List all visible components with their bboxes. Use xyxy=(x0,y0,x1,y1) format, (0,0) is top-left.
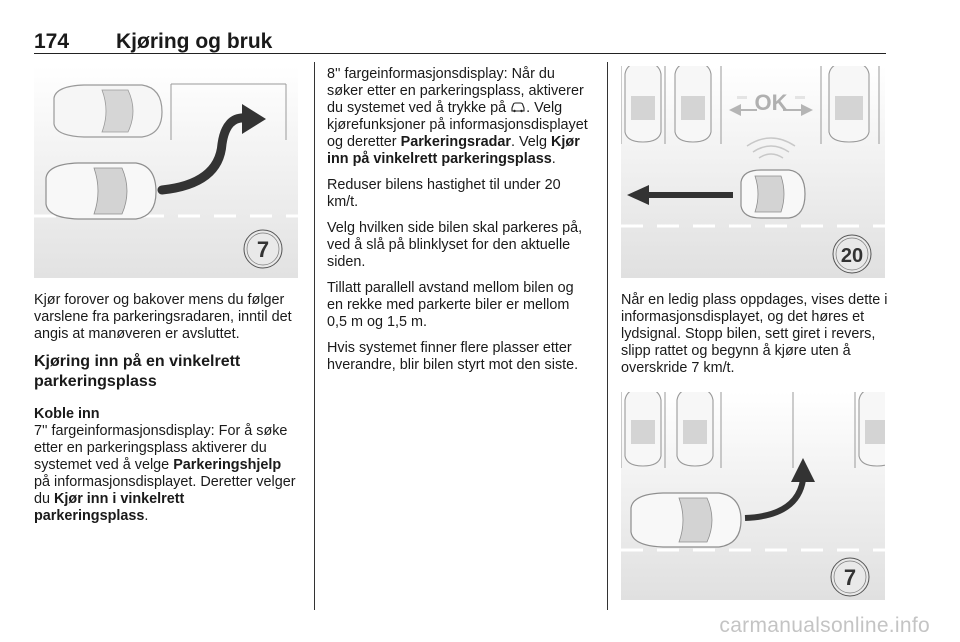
paragraph: Kjør forover og bakover mens du følger varslene fra parkeringsradaren, inntil det angis at manøveren er avsluttet. xyxy=(34,292,292,342)
figure-ok-detection xyxy=(621,66,885,278)
figure-number: 7 xyxy=(256,237,270,262)
column-3-text xyxy=(621,292,891,386)
moving-car-illustration xyxy=(46,163,156,219)
section-heading: Kjøring inn på en vinkelrett parkeringsplass xyxy=(34,353,241,390)
figure-number: 20 xyxy=(840,245,864,267)
page-number: 174 xyxy=(34,30,70,53)
paragraph: 7'' fargeinformasjonsdisplay: For å søke etter en parkeringsplass aktiverer du systemet ved å velge Parkeringshjelp på informasjonsdisplayet. Deretter velger du Kjør inn i vinkelrett parkeringsplass. xyxy=(34,423,296,524)
paragraph: Reduser bilens hastighet til under 20 km/t. xyxy=(327,177,561,210)
watermark: carmanualsonline.info xyxy=(719,614,930,637)
column-2-text xyxy=(327,66,593,383)
paragraph: Tillatt parallell avstand mellom bilen og en rekke med parkerte biler er mellom 0,5 m og 1,5 m. xyxy=(327,280,574,330)
paragraph: Hvis systemet finner flere plasser etter hverandre, blir bilen styrt mot den siste. xyxy=(327,340,579,373)
figure-number: 7 xyxy=(843,565,857,590)
paragraph: Når en ledig plass oppdages, vises dette i informasjonsdisplayet, og det høres et lydsignal. Stopp bilen, sett giret i revers, slipp rattet og begynn å kjøre uten å overskride 7 km/t. xyxy=(621,292,888,376)
ok-label: OK xyxy=(754,90,788,115)
chapter-title: Kjøring og bruk xyxy=(116,30,273,53)
column-divider-2 xyxy=(607,62,608,610)
parked-car-illustration xyxy=(54,85,162,137)
page-header xyxy=(34,30,886,54)
paragraph: 8'' fargeinformasjonsdisplay: Når du søker etter en parkeringsplass, aktiverer du systemet ved å trykke på . Velg kjørefunksjoner på informasjonsdisplayet og deretter Parkeringsradar. Velg Kjør inn på vinkelrett parkeringsplass. xyxy=(327,66,588,167)
figure-perpendicular-parking xyxy=(621,392,885,600)
moving-car-illustration xyxy=(631,493,741,547)
column-divider-1 xyxy=(314,62,315,610)
paragraph: Velg hvilken side bilen skal parkeres på, ved å slå på blinklyset for den aktuelle siden. xyxy=(327,220,583,270)
car-icon xyxy=(510,101,526,113)
figure-parking-radar xyxy=(34,66,298,278)
moving-car-illustration xyxy=(741,170,805,218)
subsection-heading: Koble inn xyxy=(34,406,100,422)
column-1-text xyxy=(34,292,300,534)
